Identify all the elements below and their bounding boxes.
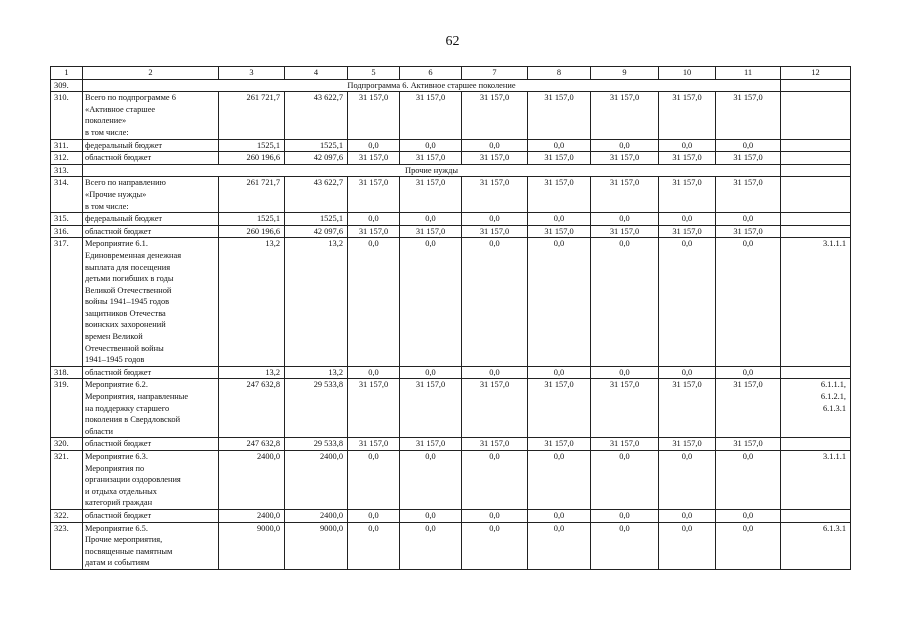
- row-number-cell: 318.: [51, 366, 83, 379]
- value-cell: 0,0: [348, 366, 400, 379]
- value-cell: 0,0: [462, 509, 528, 522]
- value-cell: 0,0: [348, 451, 400, 510]
- page-number: 62: [445, 34, 460, 49]
- value-cell: 0,0: [659, 509, 716, 522]
- value-cell: 13,2: [219, 238, 285, 367]
- value-cell: 0,0: [348, 213, 400, 226]
- value-cell: 31 157,0: [528, 152, 591, 165]
- row-name-cell: Всего по подпрограмме 6 «Активное старшее поколение» в том числе:: [83, 92, 219, 139]
- table-row: [51, 177, 851, 213]
- row-name-cell: областной бюджет: [83, 152, 219, 165]
- value-cell: 0,0: [659, 238, 716, 367]
- row-number-cell: 311.: [51, 139, 83, 152]
- value-cell: 31 157,0: [400, 177, 462, 213]
- value-cell: 261 721,7: [219, 177, 285, 213]
- value-cell: 29 533,8: [285, 379, 348, 438]
- value-cell: 31 157,0: [591, 225, 659, 238]
- table-row: [51, 139, 851, 152]
- value-cell: 0,0: [659, 213, 716, 226]
- value-cell: 31 157,0: [659, 379, 716, 438]
- section-title-cell: Подпрограмма 6. Активное старшее поколение: [83, 79, 781, 92]
- value-cell: 31 157,0: [400, 152, 462, 165]
- value-cell: 0,0: [400, 213, 462, 226]
- value-cell: 13,2: [219, 366, 285, 379]
- header-cell: 6: [400, 67, 462, 80]
- value-cell: 31 157,0: [591, 177, 659, 213]
- value-cell: 31 157,0: [659, 152, 716, 165]
- value-cell: 0,0: [462, 238, 528, 367]
- header-cell: 7: [462, 67, 528, 80]
- value-cell: 31 157,0: [716, 152, 781, 165]
- value-cell: 31 157,0: [348, 379, 400, 438]
- value-cell: 0,0: [716, 139, 781, 152]
- header-cell: 2: [83, 67, 219, 80]
- value-cell: 2400,0: [219, 509, 285, 522]
- section-row: [51, 164, 851, 177]
- value-cell: 247 632,8: [219, 438, 285, 451]
- value-cell: 0,0: [659, 522, 716, 569]
- value-cell: 0,0: [591, 238, 659, 367]
- value-cell: 0,0: [348, 238, 400, 367]
- value-cell: 31 157,0: [528, 92, 591, 139]
- value-cell: 0,0: [591, 451, 659, 510]
- value-cell: 31 157,0: [462, 92, 528, 139]
- table-row: [51, 379, 851, 438]
- value-cell: 9000,0: [219, 522, 285, 569]
- value-cell: 0,0: [400, 451, 462, 510]
- value-cell: 260 196,6: [219, 152, 285, 165]
- value-cell: 42 097,6: [285, 152, 348, 165]
- row-number-cell: 319.: [51, 379, 83, 438]
- table-row: [51, 92, 851, 139]
- value-cell: 31 157,0: [528, 177, 591, 213]
- reference-cell: 6.1.3.1: [781, 522, 851, 569]
- row-name-cell: областной бюджет: [83, 438, 219, 451]
- value-cell: 31 157,0: [528, 379, 591, 438]
- value-cell: 1525,1: [285, 213, 348, 226]
- value-cell: 31 157,0: [716, 177, 781, 213]
- reference-cell: 3.1.1.1: [781, 238, 851, 367]
- value-cell: 0,0: [462, 522, 528, 569]
- value-cell: 31 157,0: [528, 225, 591, 238]
- row-name-cell: областной бюджет: [83, 225, 219, 238]
- value-cell: 9000,0: [285, 522, 348, 569]
- value-cell: 0,0: [716, 451, 781, 510]
- row-number-cell: 309.: [51, 79, 83, 92]
- budget-table: [50, 66, 851, 570]
- value-cell: 31 157,0: [716, 379, 781, 438]
- value-cell: 0,0: [591, 139, 659, 152]
- row-number-cell: 314.: [51, 177, 83, 213]
- value-cell: 31 157,0: [348, 152, 400, 165]
- row-name-cell: федеральный бюджет: [83, 213, 219, 226]
- row-number-cell: 317.: [51, 238, 83, 367]
- value-cell: 31 157,0: [528, 438, 591, 451]
- value-cell: 0,0: [591, 213, 659, 226]
- value-cell: 31 157,0: [591, 379, 659, 438]
- header-cell: 4: [285, 67, 348, 80]
- row-number-cell: 313.: [51, 164, 83, 177]
- value-cell: 2400,0: [219, 451, 285, 510]
- section-row: [51, 79, 851, 92]
- value-cell: 0,0: [659, 139, 716, 152]
- value-cell: 261 721,7: [219, 92, 285, 139]
- value-cell: 0,0: [348, 509, 400, 522]
- table-row: [51, 438, 851, 451]
- row-number-cell: 322.: [51, 509, 83, 522]
- value-cell: 1525,1: [219, 213, 285, 226]
- value-cell: 0,0: [462, 139, 528, 152]
- header-cell: 9: [591, 67, 659, 80]
- value-cell: 0,0: [462, 366, 528, 379]
- value-cell: 13,2: [285, 238, 348, 367]
- value-cell: 0,0: [400, 366, 462, 379]
- value-cell: 31 157,0: [659, 92, 716, 139]
- value-cell: 43 622,7: [285, 92, 348, 139]
- value-cell: 0,0: [348, 522, 400, 569]
- value-cell: 31 157,0: [659, 225, 716, 238]
- row-number-cell: 320.: [51, 438, 83, 451]
- value-cell: 0,0: [400, 238, 462, 367]
- table-row: [51, 522, 851, 569]
- reference-cell: [781, 177, 851, 213]
- value-cell: 31 157,0: [348, 92, 400, 139]
- row-number-cell: 316.: [51, 225, 83, 238]
- value-cell: 31 157,0: [400, 92, 462, 139]
- table-row: [51, 451, 851, 510]
- empty-cell: [781, 164, 851, 177]
- value-cell: 0,0: [348, 139, 400, 152]
- row-name-cell: Мероприятие 6.1. Единовременная денежная выплата для посещения детьми погибших в годы Великой Отечественной войны 1941–1945 годов защитников Отечества воинских захоронений времен Великой Отечественной войны 1941–1945 годов: [83, 238, 219, 367]
- row-number-cell: 315.: [51, 213, 83, 226]
- value-cell: 0,0: [716, 509, 781, 522]
- reference-cell: [781, 139, 851, 152]
- value-cell: 2400,0: [285, 451, 348, 510]
- table-row: [51, 509, 851, 522]
- value-cell: 0,0: [528, 139, 591, 152]
- value-cell: 0,0: [528, 366, 591, 379]
- header-cell: 12: [781, 67, 851, 80]
- header-cell: 11: [716, 67, 781, 80]
- value-cell: 13,2: [285, 366, 348, 379]
- value-cell: 0,0: [659, 451, 716, 510]
- row-number-cell: 321.: [51, 451, 83, 510]
- reference-cell: 3.1.1.1: [781, 451, 851, 510]
- value-cell: 31 157,0: [348, 225, 400, 238]
- row-name-cell: Всего по направлению «Прочие нужды» в том числе:: [83, 177, 219, 213]
- value-cell: 0,0: [528, 213, 591, 226]
- reference-cell: [781, 92, 851, 139]
- value-cell: 0,0: [659, 366, 716, 379]
- row-number-cell: 323.: [51, 522, 83, 569]
- section-title-cell: Прочие нужды: [83, 164, 781, 177]
- value-cell: 31 157,0: [462, 438, 528, 451]
- value-cell: 260 196,6: [219, 225, 285, 238]
- value-cell: 0,0: [528, 509, 591, 522]
- value-cell: 31 157,0: [462, 177, 528, 213]
- value-cell: 31 157,0: [716, 92, 781, 139]
- reference-cell: [781, 366, 851, 379]
- header-cell: 8: [528, 67, 591, 80]
- header-row: [51, 67, 851, 80]
- value-cell: 31 157,0: [400, 379, 462, 438]
- value-cell: 0,0: [716, 522, 781, 569]
- row-name-cell: областной бюджет: [83, 366, 219, 379]
- value-cell: 31 157,0: [591, 438, 659, 451]
- value-cell: 0,0: [528, 451, 591, 510]
- value-cell: 1525,1: [285, 139, 348, 152]
- value-cell: 0,0: [528, 238, 591, 367]
- value-cell: 31 157,0: [591, 92, 659, 139]
- row-number-cell: 310.: [51, 92, 83, 139]
- value-cell: 0,0: [591, 509, 659, 522]
- row-name-cell: областной бюджет: [83, 509, 219, 522]
- empty-cell: [781, 79, 851, 92]
- value-cell: 1525,1: [219, 139, 285, 152]
- value-cell: 0,0: [400, 509, 462, 522]
- value-cell: 2400,0: [285, 509, 348, 522]
- table-body: [51, 79, 851, 569]
- value-cell: 43 622,7: [285, 177, 348, 213]
- value-cell: 42 097,6: [285, 225, 348, 238]
- value-cell: 0,0: [462, 213, 528, 226]
- reference-cell: [781, 438, 851, 451]
- value-cell: 29 533,8: [285, 438, 348, 451]
- reference-cell: [781, 213, 851, 226]
- header-cell: 3: [219, 67, 285, 80]
- table-row: [51, 238, 851, 367]
- value-cell: 0,0: [400, 139, 462, 152]
- value-cell: 31 157,0: [659, 438, 716, 451]
- value-cell: 247 632,8: [219, 379, 285, 438]
- table-row: [51, 225, 851, 238]
- reference-cell: [781, 152, 851, 165]
- value-cell: 0,0: [716, 366, 781, 379]
- value-cell: 31 157,0: [348, 177, 400, 213]
- value-cell: 0,0: [528, 522, 591, 569]
- row-name-cell: федеральный бюджет: [83, 139, 219, 152]
- value-cell: 31 157,0: [462, 225, 528, 238]
- table-row: [51, 366, 851, 379]
- row-name-cell: Мероприятие 6.3. Мероприятия по организации оздоровления и отдыха отдельных категорий граждан: [83, 451, 219, 510]
- value-cell: 0,0: [716, 213, 781, 226]
- table-row: [51, 213, 851, 226]
- header-cell: 5: [348, 67, 400, 80]
- header-cell: 1: [51, 67, 83, 80]
- value-cell: 0,0: [591, 522, 659, 569]
- header-cell: 10: [659, 67, 716, 80]
- value-cell: 31 157,0: [591, 152, 659, 165]
- value-cell: 31 157,0: [659, 177, 716, 213]
- value-cell: 0,0: [400, 522, 462, 569]
- reference-cell: 6.1.1.1, 6.1.2.1, 6.1.3.1: [781, 379, 851, 438]
- reference-cell: [781, 509, 851, 522]
- value-cell: 0,0: [591, 366, 659, 379]
- value-cell: 31 157,0: [462, 152, 528, 165]
- row-number-cell: 312.: [51, 152, 83, 165]
- value-cell: 31 157,0: [716, 438, 781, 451]
- value-cell: 0,0: [462, 451, 528, 510]
- table-row: [51, 152, 851, 165]
- value-cell: 31 157,0: [400, 225, 462, 238]
- value-cell: 31 157,0: [348, 438, 400, 451]
- row-name-cell: Мероприятие 6.5. Прочие мероприятия, посвященные памятным датам и событиям: [83, 522, 219, 569]
- reference-cell: [781, 225, 851, 238]
- row-name-cell: Мероприятие 6.2. Мероприятия, направленные на поддержку старшего поколения в Свердловской области: [83, 379, 219, 438]
- value-cell: 0,0: [716, 238, 781, 367]
- value-cell: 31 157,0: [716, 225, 781, 238]
- value-cell: 31 157,0: [400, 438, 462, 451]
- value-cell: 31 157,0: [462, 379, 528, 438]
